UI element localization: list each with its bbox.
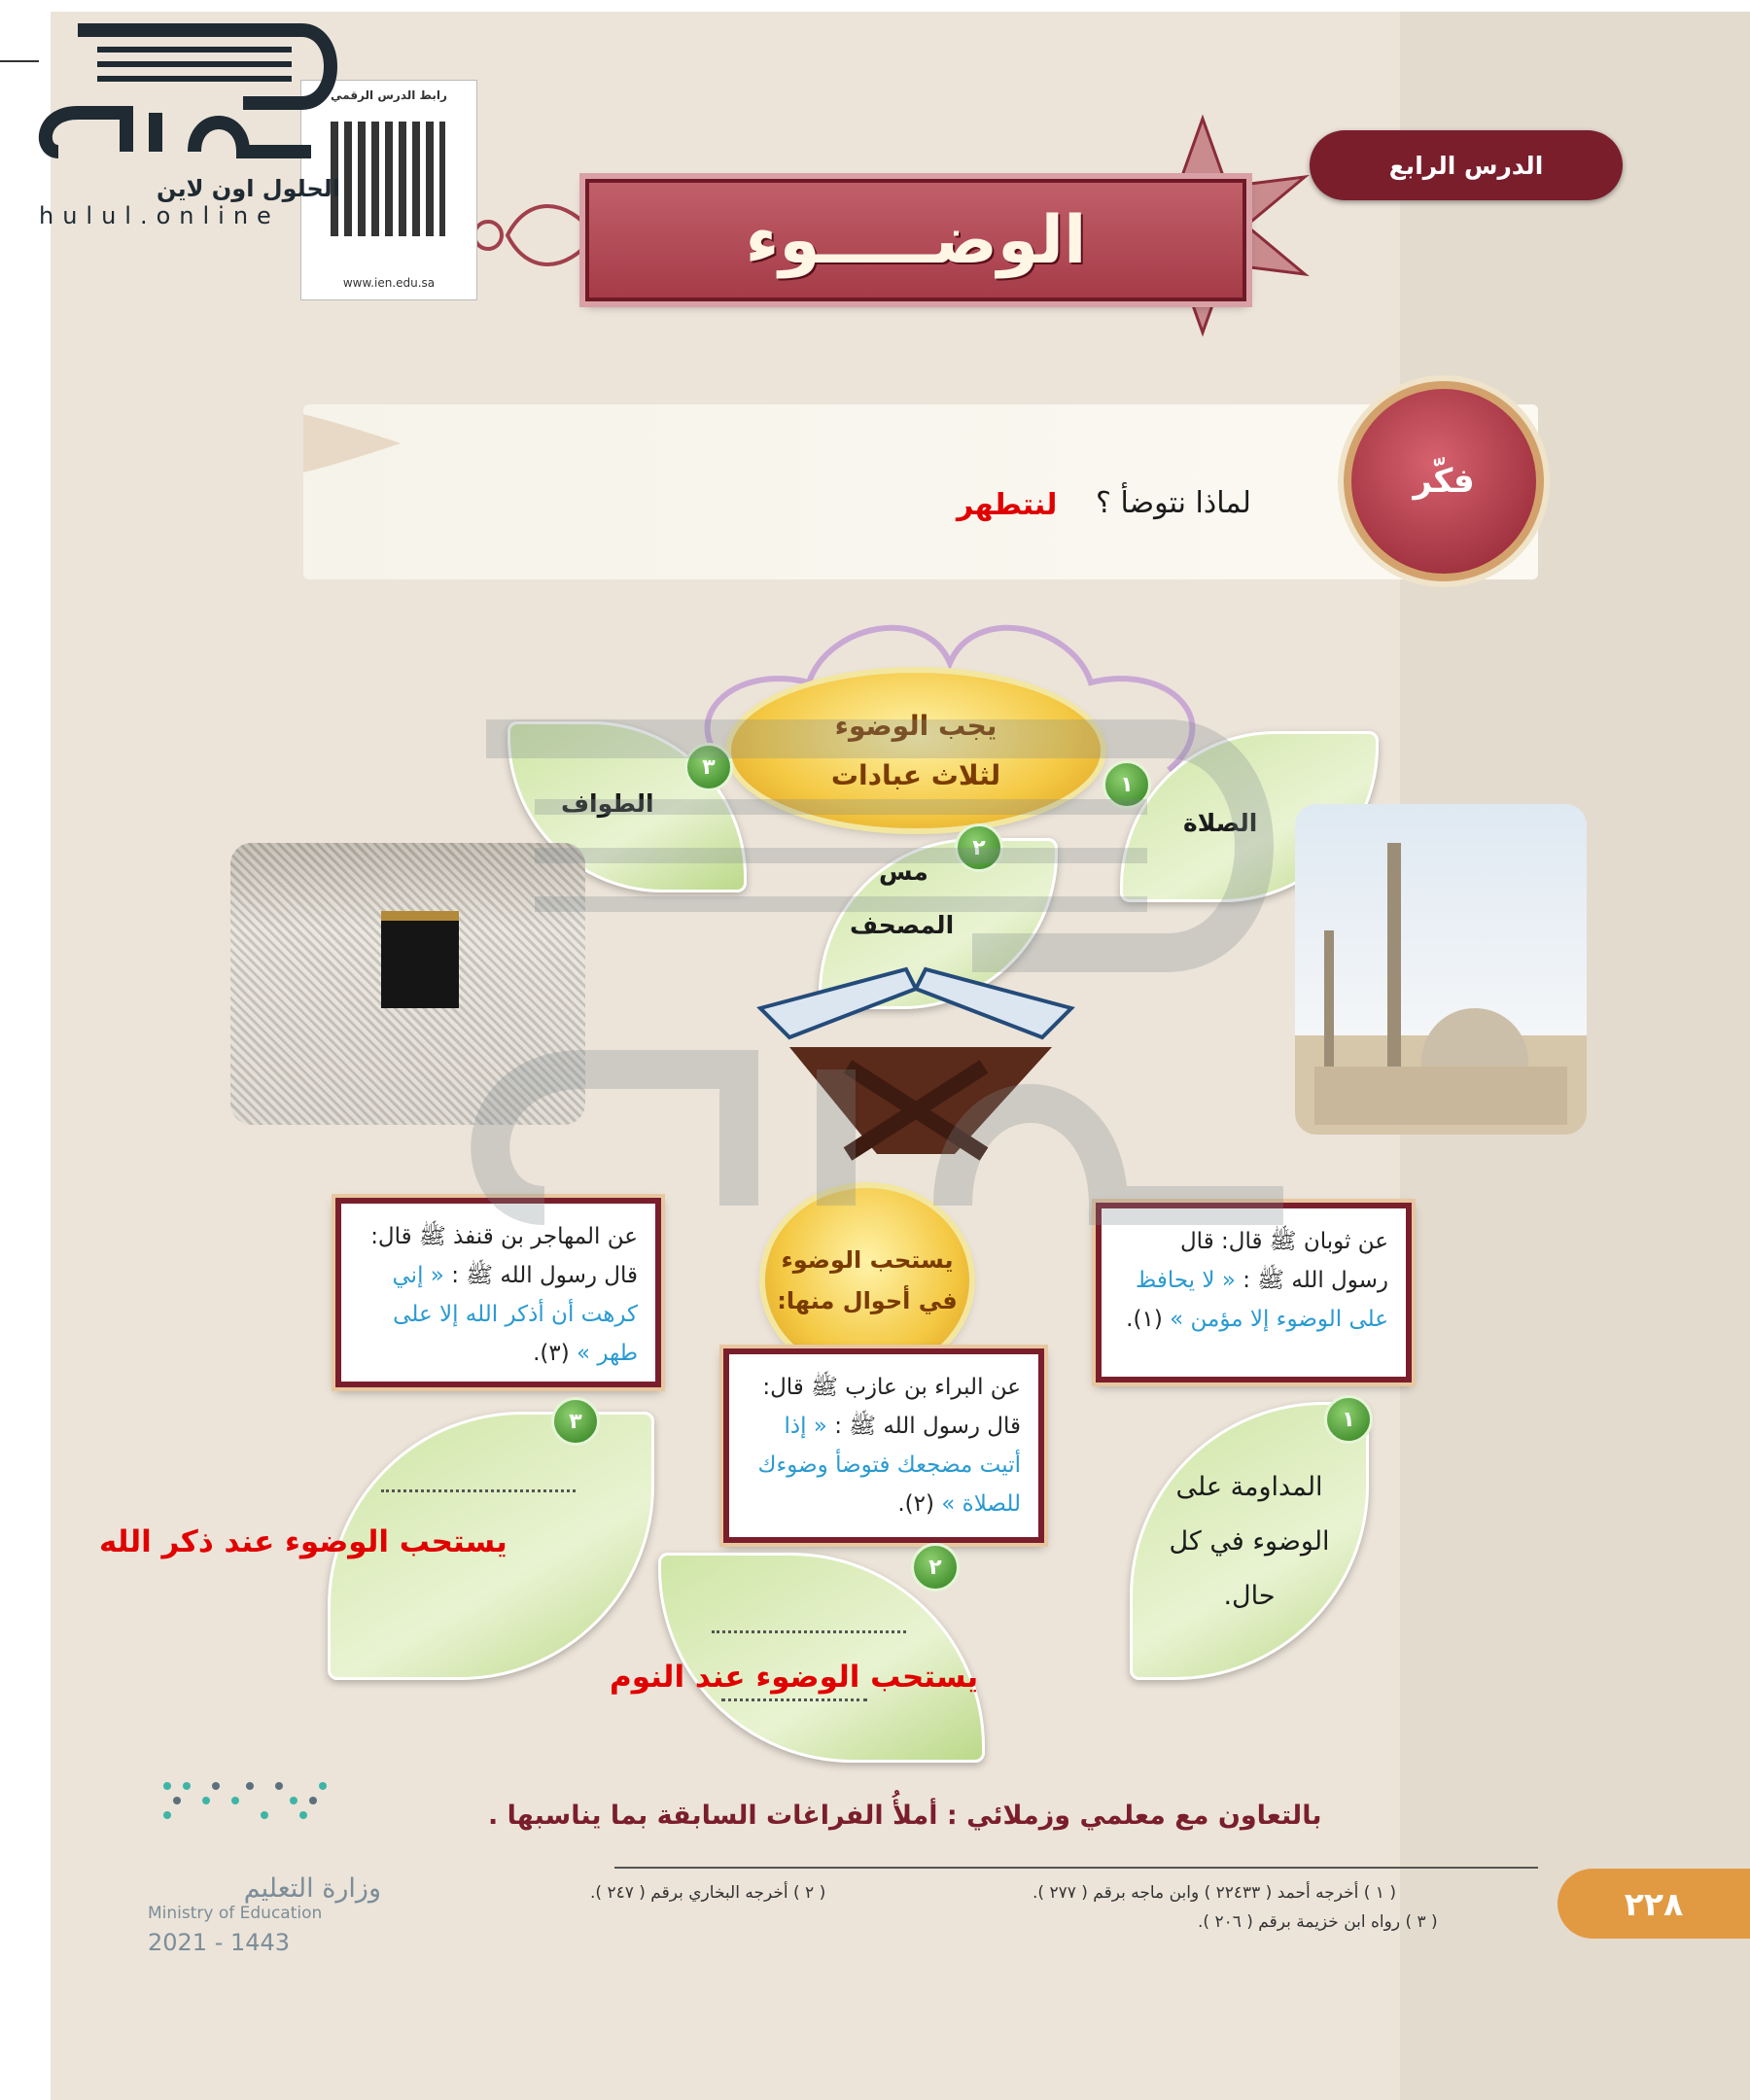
obligatory-center — [731, 673, 1101, 828]
lesson-title: الوضـــــوء — [745, 201, 1087, 279]
footnote-2: ( ٢ ) أخرجه البخاري برقم ( ٢٤٧ ). — [590, 1883, 826, 1903]
lesson-label: الدرس الرابع — [1310, 130, 1623, 200]
corner-ornament-icon — [303, 404, 410, 521]
fill-blank-2b[interactable] — [721, 1698, 867, 1701]
site-logo — [19, 6, 340, 249]
footnote-divider — [614, 1867, 1538, 1869]
label-mushaf-2: المصحف — [850, 911, 955, 939]
page-number: ٢٢٨ — [1558, 1869, 1750, 1939]
site-logo-mark-icon — [19, 6, 340, 171]
recommended-line2: في أحوال منها: — [777, 1287, 958, 1314]
label-mushaf-1: مس — [879, 858, 928, 886]
hadith-3-quote: « إني كرهت أن أذكر الله إلا على طهر » — [392, 1263, 638, 1366]
qr-caption: رابط الدرس الرقمي — [331, 88, 447, 102]
instruction: بالتعاون مع معلمي وزملائي : أملأُ الفراغات السابقة بما يناسبها . — [488, 1801, 1322, 1831]
label-tawaf: الطواف — [561, 789, 654, 818]
recommended-line1: يستحب الوضوء — [781, 1246, 954, 1274]
kaaba-shape — [381, 911, 459, 1008]
fill-blank-3[interactable] — [381, 1489, 576, 1492]
hadith-2-ref: (٢). — [897, 1491, 934, 1517]
ministry-logo — [148, 1776, 381, 1971]
site-logo-ar: الحلول اون لاين — [156, 175, 340, 202]
kaaba-photo — [230, 843, 585, 1125]
mosque-photo — [1295, 804, 1587, 1135]
think-answer: لنتطهر — [957, 488, 1058, 522]
answer-3: يستحب الوضوء عند ذكر الله — [99, 1524, 508, 1559]
number-badge-r3: ٣ — [551, 1397, 600, 1446]
number-badge-2: ٢ — [955, 823, 1003, 872]
obligatory-line1: يجب الوضوء — [834, 710, 998, 742]
hadith-3-intro: عن المهاجر بن قنفذ ﷺ قال: قال رسول الله ﷺ : — [370, 1224, 638, 1288]
textbook-page — [51, 12, 1750, 2100]
footnote-1: ( ١ ) أخرجه أحمد ( ٢٢٤٣٣ ) وابن ماجه برقم ( ٢٧٧ ). — [1032, 1883, 1396, 1903]
number-badge-r2: ٢ — [911, 1543, 960, 1592]
think-badge: فكّر — [1344, 381, 1544, 581]
number-badge-r1: ١ — [1324, 1395, 1373, 1444]
hadith-1-intro: عن ثوبان ﷺ قال: قال رسول الله ﷺ : — [1179, 1229, 1388, 1293]
qr-code-icon[interactable] — [331, 122, 445, 236]
footnote-3: ( ٣ ) رواه ابن خزيمة برقم ( ٢٠٦ ). — [1198, 1912, 1438, 1932]
hadith-card-1 — [1096, 1203, 1412, 1382]
lesson-title-banner — [585, 179, 1246, 301]
label-salah: الصلاة — [1183, 809, 1258, 837]
think-question: لماذا نتوضأ ؟ — [1096, 486, 1251, 520]
recommended-center — [765, 1188, 969, 1373]
hadith-card-3 — [335, 1198, 661, 1387]
fill-blank-2[interactable] — [712, 1630, 906, 1633]
number-badge-3: ٣ — [684, 743, 733, 791]
site-logo-en: hulul.online — [39, 202, 280, 229]
hadith-1-ref: (١). — [1126, 1307, 1163, 1332]
hadith-2-intro: عن البراء بن عازب ﷺ قال: قال رسول الله ﷺ : — [762, 1375, 1021, 1439]
number-badge-1: ١ — [1102, 760, 1151, 809]
ministry-name-ar: وزارة التعليم — [243, 1873, 381, 1904]
ministry-year: 2021 - 1443 — [148, 1929, 291, 1956]
hadith-card-2 — [723, 1348, 1044, 1543]
hadith-3-ref: (٣). — [533, 1341, 570, 1366]
quran-stand-icon — [731, 930, 1101, 1164]
obligatory-line2: لثلاث عبادات — [830, 759, 1001, 791]
hadith-2-quote: « إذا أتيت مضجعك فتوضأ وضوءك للصلاة » — [757, 1414, 1021, 1517]
ministry-name-en: Ministry of Education — [148, 1904, 323, 1923]
ministry-dots-icon — [148, 1776, 342, 1831]
leaf-1-text: المداومة على الوضوء في كل حال. — [1169, 1472, 1330, 1611]
hadith-1-quote: « لا يحافظ على الوضوء إلا مؤمن » — [1136, 1268, 1388, 1332]
mosque-wall — [1314, 1067, 1567, 1125]
answer-2: يستحب الوضوء عند النوم — [610, 1660, 979, 1695]
qr-url[interactable]: www.ien.edu.sa — [342, 276, 436, 290]
